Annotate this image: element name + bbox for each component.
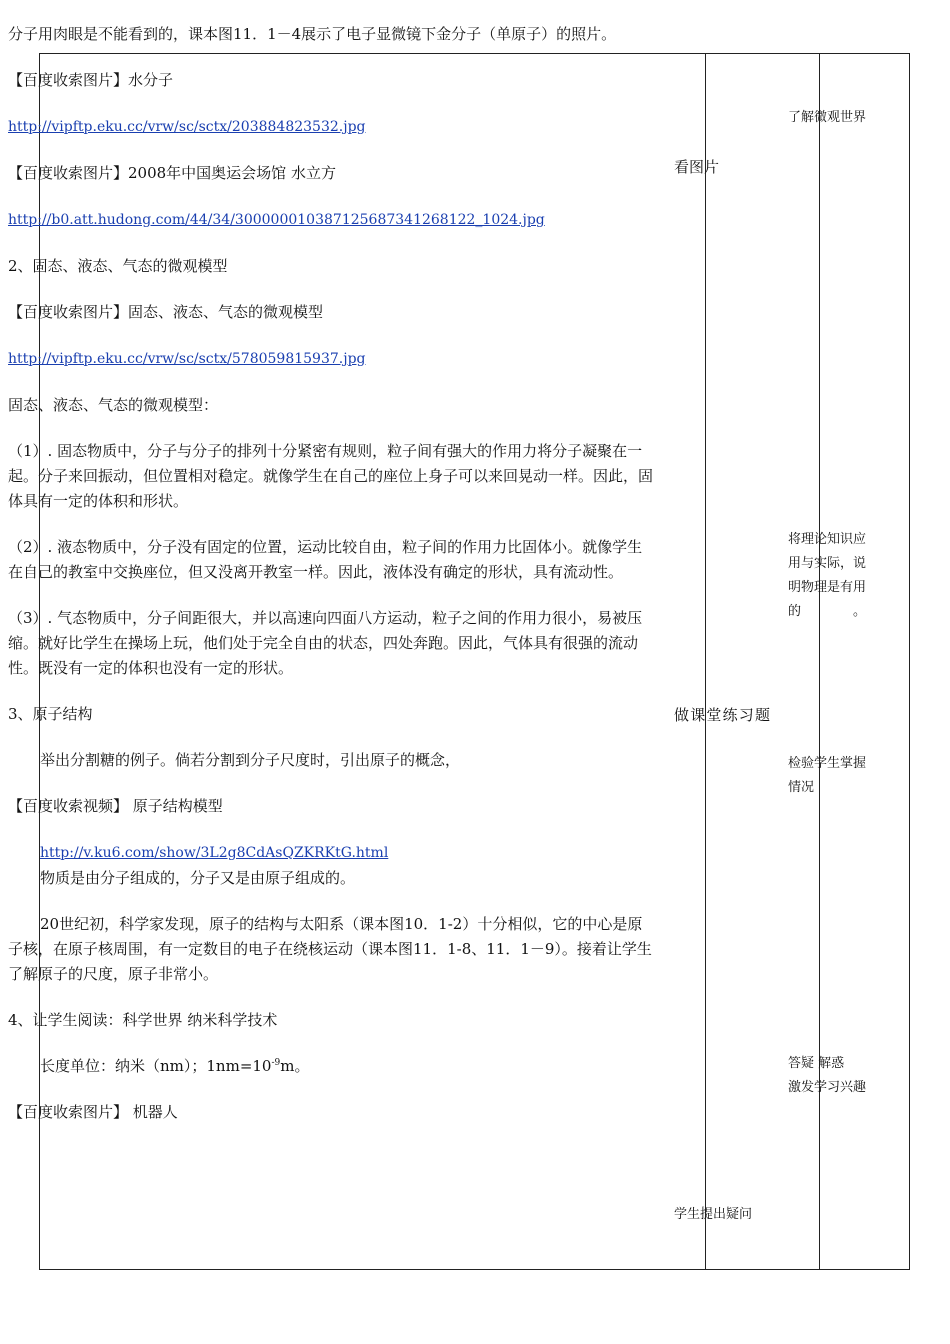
paragraph-liquid: （2）. 液态物质中，分子没有固定的位置，运动比较自由，粒子间的作用力比固体小。就像学生在自己的教室中交换座位，但又没离开教室一样。因此，液体没有确定的形状，具有流动性。 [8, 538, 643, 581]
link-atom-video[interactable]: http://v.ku6.com/show/3L2g8CdAsQZKRKtG.html [40, 845, 389, 861]
purpose-theory-application: 将理论知识应用与实际，说明物理是有用的。 [788, 532, 867, 619]
activity-view-pictures: 看图片 [674, 158, 720, 176]
paragraph-micro-model-title: 固态、液态、气态的微观模型： [8, 396, 219, 414]
search-image-micro-model: 【百度收索图片】固态、液态、气态的微观模型 [8, 303, 324, 321]
paragraph-gas: （3）. 气态物质中，分子间距很大，并以高速向四面八方运动，粒子之间的作用力很小，易被压缩。就好比学生在操场上玩，他们处于完全自由的状态，四处奔跑。因此，气体具有很强的流动性。既没有一定的体积也没有一定的形状。 [8, 609, 643, 677]
section-heading-2: 2、固态、液态、气态的微观模型 [8, 257, 228, 275]
activity-student-questions: 学生提出疑问 [674, 1207, 753, 1222]
teaching-content-column [8, 22, 656, 1146]
purpose-understand-micro-world: 了解微观世界 [788, 110, 867, 125]
paragraph-atom-structure: 20世纪初，科学家发现，原子的结构与太阳系（课本图10．1-2）十分相似，它的中心是原子核，在原子核周围，有一定数目的电子在绕核运动（课本图11．1-8、11．1－9）。接着让学生了解原子的尺度，原子非常小。 [8, 915, 652, 983]
section-heading-4: 4、让学生阅读：科学世界 纳米科学技术 [8, 1011, 278, 1029]
paragraph-intro: 分子用肉眼是不能看到的，课本图11．1－4展示了电子显微镜下金分子（单原子）的照片。 [8, 25, 617, 43]
column-divider-1 [705, 54, 706, 1269]
section-heading-3: 3、原子结构 [8, 705, 93, 723]
paragraph-nanometer: 长度单位：纳米（nm）；$1nm=10^{-9}m$。 [40, 1057, 310, 1075]
search-video-atom-model: 【百度收索视频】 原子结构模型 [8, 797, 223, 815]
purpose-answer-questions: 答疑 解惑 激发学习兴趣 [788, 1056, 867, 1095]
purpose-check-mastery: 检验学生掌握情况 [788, 756, 867, 795]
link-micro-model[interactable]: http://vipftp.eku.cc/vrw/sc/sctx/578059815937.jpg [8, 351, 366, 367]
link-water-cube[interactable]: http://b0.att.hudong.com/44/34/300000010387125687341268122_1024.jpg [8, 212, 545, 228]
paragraph-sugar-example: 举出分割糖的例子。倘若分割到分子尺度时，引出原子的概念， [40, 751, 461, 769]
paragraph-solid: （1）. 固态物质中，分子与分子的排列十分紧密有规则，粒子间有强大的作用力将分子凝聚在一起。分子来回振动，但位置相对稳定。就像学生在自己的座位上身子可以来回晃动一样。因此，固体具有一定的体积和形状。 [8, 442, 654, 510]
search-image-water-molecule: 【百度收索图片】水分子 [8, 71, 174, 89]
paragraph-matter-composition: 物质是由分子组成的，分子又是由原子组成的。 [40, 869, 356, 887]
activity-class-exercise: 做课堂练习题 [674, 706, 770, 724]
link-water-molecule[interactable]: http://vipftp.eku.cc/vrw/sc/sctx/203884823532.jpg [8, 119, 366, 135]
search-image-water-cube: 【百度收索图片】2008年中国奥运会场馆 水立方 [8, 164, 336, 182]
search-image-robot: 【百度收索图片】 机器人 [8, 1103, 178, 1121]
